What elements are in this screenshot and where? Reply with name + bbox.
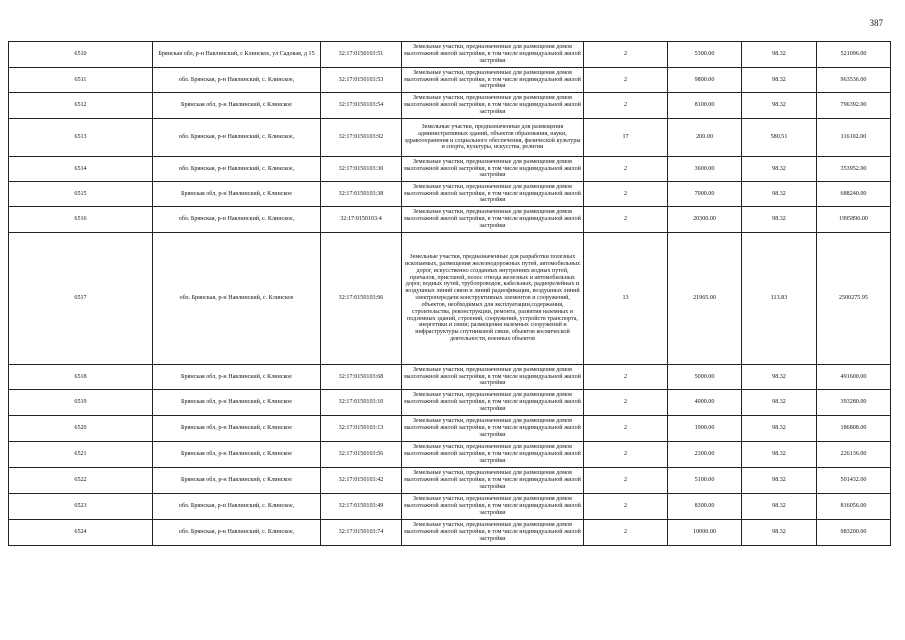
table-row xyxy=(9,207,891,233)
land-use-cell: Земельные участки, предназначенные для размещения домов малоэтажной жилой застройки, в том числе индивидуальной жилой застройки xyxy=(402,442,584,468)
category-code-cell: 17 xyxy=(584,119,668,157)
table-row xyxy=(9,416,891,442)
cadastral-number-cell: 32:17:0150103:92 xyxy=(321,119,402,157)
address-cell: обл. Брянская, р-н Навлинский, с. Клинское, xyxy=(153,520,321,546)
category-code-cell: 2 xyxy=(584,494,668,520)
land-use-cell: Земельные участки, предназначенные для размещения домов малоэтажной жилой застройки, в том числе индивидуальной жилой застройки xyxy=(402,494,584,520)
table-row xyxy=(9,68,891,93)
land-use-cell: Земельные участки, предназначенные для размещения домов малоэтажной жилой застройки, в том числе индивидуальной жилой застройки xyxy=(402,68,584,93)
category-code-cell: 2 xyxy=(584,93,668,119)
unit-price-cell: 98.32 xyxy=(742,68,817,93)
cadastral-value-cell: 116102.00 xyxy=(817,119,891,157)
land-use-cell: Земельные участки, предназначенные для размещения домов малоэтажной жилой застройки, в том числе индивидуальной жилой застройки xyxy=(402,390,584,416)
table-row xyxy=(9,468,891,494)
category-code-cell: 2 xyxy=(584,468,668,494)
unit-price-cell: 580.51 xyxy=(742,119,817,157)
address-cell: обл. Брянская, р-н Навлинский, с. Клинское, xyxy=(153,207,321,233)
cadastral-value-cell: 491600.00 xyxy=(817,365,891,390)
area-cell: 5000.00 xyxy=(668,365,742,390)
address-cell: Брянская обл, р-н Навлинский, с Клинское xyxy=(153,416,321,442)
land-registry-table xyxy=(8,41,891,546)
area-cell: 5100.00 xyxy=(668,468,742,494)
land-use-cell: Земельные участки, предназначенные для разработки полезных ископаемых, размещения железнодорожных путей, автомобильных дорог, искусственно созданных внутренних водных путей, причалов, пристаней, полос отвода железных и автомобильных дорог, водных путей, трубопроводов, кабельных, радиорелейных и воздушных линий связи и линий радиофикации, воздушных линий электропередачи конструктивных элементов и сооружений, объектов, необходимых для эксплуатации,содержания, строительства, реконструкции, ремонта, развития наземных и подземных зданий, строений, сооружений, устройств транспорта, энергетики и связи; размещения наземных сооружений и инфраструктуры спутниковой связи, объектов космической деятельности, военных объектов xyxy=(402,233,584,365)
category-code-cell: 2 xyxy=(584,390,668,416)
land-use-cell: Земельные участки, предназначенные для размещения административных зданий, объектов образования, науки, здравоохранения и социального обеспечения, физической культуры и спорта, культуры, искусства, религии xyxy=(402,119,584,157)
area-cell: 20300.00 xyxy=(668,207,742,233)
cadastral-number-cell: 32:17:0150103:96 xyxy=(321,233,402,365)
table-row xyxy=(9,157,891,182)
cadastral-number-cell: 32:17:0150103:10 xyxy=(321,390,402,416)
category-code-cell: 2 xyxy=(584,365,668,390)
table-row xyxy=(9,365,891,390)
address-cell: Брянская обл, р-н Навлинский, с Клинское, ул Садовая, д 15 xyxy=(153,42,321,68)
cadastral-value-cell: 501432.00 xyxy=(817,468,891,494)
address-cell: обл. Брянская, р-н Навлинский, с. Клинское, xyxy=(153,68,321,93)
row-number: 6510 xyxy=(9,42,153,68)
category-code-cell: 2 xyxy=(584,182,668,207)
cadastral-number-cell: 32:17:0150103:38 xyxy=(321,182,402,207)
unit-price-cell: 98.32 xyxy=(742,390,817,416)
row-number: 6518 xyxy=(9,365,153,390)
category-code-cell: 2 xyxy=(584,42,668,68)
unit-price-cell: 98.32 xyxy=(742,494,817,520)
address-cell: обл. Брянская, р-н Навлинский, с. Клинское xyxy=(153,233,321,365)
cadastral-value-cell: 688240.00 xyxy=(817,182,891,207)
unit-price-cell: 98.32 xyxy=(742,416,817,442)
cadastral-value-cell: 226136.00 xyxy=(817,442,891,468)
cadastral-value-cell: 393280.00 xyxy=(817,390,891,416)
cadastral-value-cell: 963536.00 xyxy=(817,68,891,93)
row-number: 6519 xyxy=(9,390,153,416)
cadastral-value-cell: 796392.00 xyxy=(817,93,891,119)
land-use-cell: Земельные участки, предназначенные для размещения домов малоэтажной жилой застройки, в том числе индивидуальной жилой застройки xyxy=(402,207,584,233)
row-number: 6521 xyxy=(9,442,153,468)
row-number: 6517 xyxy=(9,233,153,365)
land-use-cell: Земельные участки, предназначенные для размещения домов малоэтажной жилой застройки, в том числе индивидуальной жилой застройки xyxy=(402,182,584,207)
area-cell: 8100.00 xyxy=(668,93,742,119)
area-cell: 1900.00 xyxy=(668,416,742,442)
address-cell: Брянская обл, р-н Навлинский, с Клинское xyxy=(153,365,321,390)
row-number: 6523 xyxy=(9,494,153,520)
category-code-cell: 2 xyxy=(584,520,668,546)
page-number: 387 xyxy=(869,18,883,28)
unit-price-cell: 98.32 xyxy=(742,520,817,546)
address-cell: Брянская обл, р-н Навлинский, с Клинское xyxy=(153,182,321,207)
row-number: 6511 xyxy=(9,68,153,93)
area-cell: 10000.00 xyxy=(668,520,742,546)
cadastral-value-cell: 521096.00 xyxy=(817,42,891,68)
table-row xyxy=(9,390,891,416)
category-code-cell: 2 xyxy=(584,416,668,442)
cadastral-number-cell: 32:17:0150103:56 xyxy=(321,442,402,468)
unit-price-cell: 98.32 xyxy=(742,365,817,390)
unit-price-cell: 98.32 xyxy=(742,182,817,207)
table-row xyxy=(9,119,891,157)
cadastral-value-cell: 353952.00 xyxy=(817,157,891,182)
cadastral-value-cell: 186808.00 xyxy=(817,416,891,442)
area-cell: 4000.00 xyxy=(668,390,742,416)
cadastral-number-cell: 32:17:0150103:68 xyxy=(321,365,402,390)
unit-price-cell: 98.32 xyxy=(742,93,817,119)
row-number: 6515 xyxy=(9,182,153,207)
land-use-cell: Земельные участки, предназначенные для размещения домов малоэтажной жилой застройки, в том числе индивидуальной жилой застройки xyxy=(402,93,584,119)
row-number: 6516 xyxy=(9,207,153,233)
unit-price-cell: 98.32 xyxy=(742,442,817,468)
cadastral-number-cell: 32:17:0150103:42 xyxy=(321,468,402,494)
category-code-cell: 13 xyxy=(584,233,668,365)
land-use-cell: Земельные участки, предназначенные для размещения домов малоэтажной жилой застройки, в том числе индивидуальной жилой застройки xyxy=(402,365,584,390)
address-cell: Брянская обл, р-н Навлинский, с Клинское xyxy=(153,468,321,494)
cadastral-number-cell: 32:17:0150103:30 xyxy=(321,157,402,182)
area-cell: 200.00 xyxy=(668,119,742,157)
area-cell: 3600.00 xyxy=(668,157,742,182)
unit-price-cell: 98.32 xyxy=(742,157,817,182)
land-use-cell: Земельные участки, предназначенные для размещения домов малоэтажной жилой застройки, в том числе индивидуальной жилой застройки xyxy=(402,42,584,68)
category-code-cell: 2 xyxy=(584,157,668,182)
table-body xyxy=(9,42,891,546)
row-number: 6514 xyxy=(9,157,153,182)
cadastral-number-cell: 32:17:0150103:53 xyxy=(321,68,402,93)
cadastral-value-cell: 983200.00 xyxy=(817,520,891,546)
unit-price-cell: 98.32 xyxy=(742,468,817,494)
table-row xyxy=(9,494,891,520)
row-number: 6512 xyxy=(9,93,153,119)
address-cell: Брянская обл, р-н Навлинский, с Клинское xyxy=(153,390,321,416)
row-number: 6524 xyxy=(9,520,153,546)
area-cell: 8300.00 xyxy=(668,494,742,520)
cadastral-value-cell: 1995896.00 xyxy=(817,207,891,233)
cadastral-number-cell: 32:17:0150103:13 xyxy=(321,416,402,442)
land-use-cell: Земельные участки, предназначенные для размещения домов малоэтажной жилой застройки, в том числе индивидуальной жилой застройки xyxy=(402,520,584,546)
category-code-cell: 2 xyxy=(584,207,668,233)
address-cell: обл. Брянская, р-н Навлинский, с. Клинское, xyxy=(153,494,321,520)
table-row xyxy=(9,182,891,207)
area-cell: 9800.00 xyxy=(668,68,742,93)
table-row xyxy=(9,233,891,365)
cadastral-number-cell: 32:17:0150103:54 xyxy=(321,93,402,119)
table-row xyxy=(9,42,891,68)
row-number: 6522 xyxy=(9,468,153,494)
address-cell: Брянская обл, р-н Навлинский, с Клинское xyxy=(153,442,321,468)
table-row xyxy=(9,442,891,468)
land-use-cell: Земельные участки, предназначенные для размещения домов малоэтажной жилой застройки, в том числе индивидуальной жилой застройки xyxy=(402,157,584,182)
cadastral-number-cell: 32:17:0150103:51 xyxy=(321,42,402,68)
table-row xyxy=(9,93,891,119)
cadastral-number-cell: 32:17:0150103:49 xyxy=(321,494,402,520)
row-number: 6520 xyxy=(9,416,153,442)
area-cell: 2300.00 xyxy=(668,442,742,468)
unit-price-cell: 98.32 xyxy=(742,42,817,68)
unit-price-cell: 98.32 xyxy=(742,207,817,233)
cadastral-number-cell: 32:17:0150103:74 xyxy=(321,520,402,546)
address-cell: обл. Брянская, р-н Навлинский, с. Клинское, xyxy=(153,119,321,157)
area-cell: 21965.00 xyxy=(668,233,742,365)
table-row xyxy=(9,520,891,546)
land-use-cell: Земельные участки, предназначенные для размещения домов малоэтажной жилой застройки, в том числе индивидуальной жилой застройки xyxy=(402,416,584,442)
address-cell: Брянская обл, р-н Навлинский, с Клинское xyxy=(153,93,321,119)
category-code-cell: 2 xyxy=(584,68,668,93)
area-cell: 7000.00 xyxy=(668,182,742,207)
category-code-cell: 2 xyxy=(584,442,668,468)
unit-price-cell: 113.83 xyxy=(742,233,817,365)
cadastral-value-cell: 816056.00 xyxy=(817,494,891,520)
cadastral-number-cell: 32:17:0150103:4 xyxy=(321,207,402,233)
address-cell: обл. Брянская, р-н Навлинский, с. Клинское, xyxy=(153,157,321,182)
area-cell: 5300.00 xyxy=(668,42,742,68)
row-number: 6513 xyxy=(9,119,153,157)
cadastral-value-cell: 2500275.95 xyxy=(817,233,891,365)
land-use-cell: Земельные участки, предназначенные для размещения домов малоэтажной жилой застройки, в том числе индивидуальной жилой застройки xyxy=(402,468,584,494)
